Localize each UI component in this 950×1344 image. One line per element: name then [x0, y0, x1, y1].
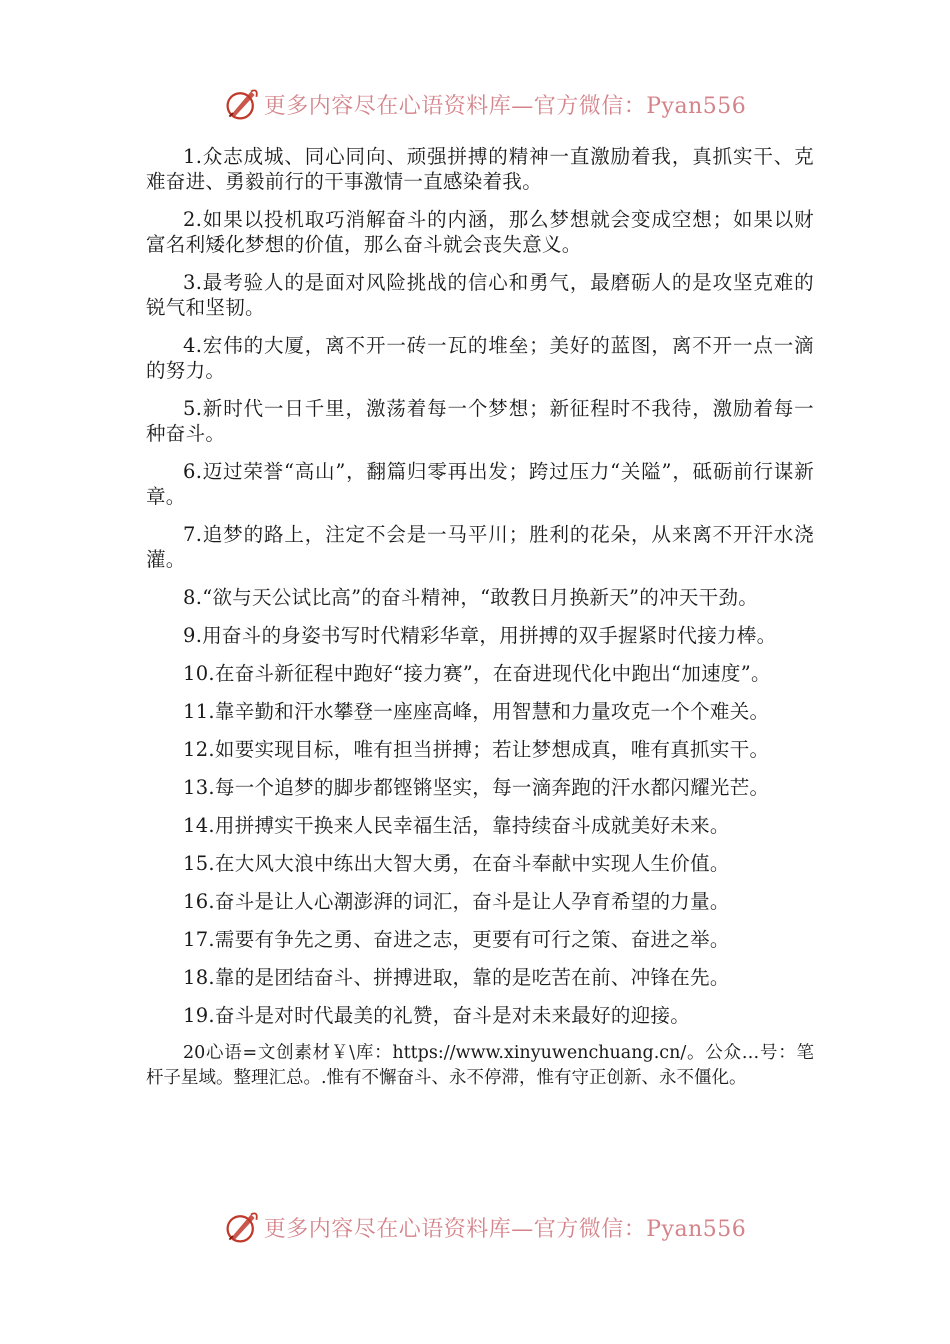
paragraph-2: 2.如果以投机取巧消解奋斗的内涵，那么梦想就会变成空想；如果以财富名利矮化梦想的价值，那么奋斗就会丧失意义。 [146, 208, 814, 256]
quill-logo-icon [224, 86, 260, 122]
paragraph-18: 18.靠的是团结奋斗、拼搏进取，靠的是吃苦在前、冲锋在先。 [183, 966, 730, 989]
paragraph-15: 15.在大风大浪中练出大智大勇，在奋斗奉献中实现人生价值。 [183, 852, 730, 875]
document-body [146, 144, 814, 1104]
quill-logo-icon [224, 1209, 260, 1245]
paragraph-19: 19.奋斗是对时代最美的礼赞，奋斗是对未来最好的迎接。 [183, 1004, 691, 1027]
paragraph-4: 4.宏伟的大厦，离不开一砖一瓦的堆垒；美好的蓝图，离不开一点一滴的努力。 [146, 334, 814, 382]
paragraph-20: 20心语=文创素材￥\库：https://www.xinyuwenchuang.cn/。公众…号：笔杆子星域。整理汇总。.惟有不懈奋斗、永不停滞，惟有守正创新、永不僵化。 [146, 1043, 814, 1088]
paragraph-17: 17.需要有争先之勇、奋进之志，更要有可行之策、奋进之举。 [183, 928, 730, 951]
paragraph-14: 14.用拼搏实干换来人民幸福生活，靠持续奋斗成就美好未来。 [183, 814, 730, 837]
paragraph-5: 5.新时代一日千里，激荡着每一个梦想；新征程时不我待，激励着每一种奋斗。 [146, 397, 814, 445]
paragraph-7: 7.追梦的路上，注定不会是一马平川；胜利的花朵，从来离不开汗水浇灌。 [146, 523, 814, 571]
paragraph-13: 13.每一个追梦的脚步都铿锵坚实，每一滴奔跑的汗水都闪耀光芒。 [183, 776, 770, 799]
paragraph-9: 9.用奋斗的身姿书写时代精彩华章，用拼搏的双手握紧时代接力棒。 [183, 624, 777, 647]
footer-banner [0, 1205, 950, 1249]
header-banner [0, 82, 950, 126]
paragraph-16: 16.奋斗是让人心潮澎湃的词汇，奋斗是让人孕育希望的力量。 [183, 890, 730, 913]
paragraph-8: 8.“欲与天公试比高”的奋斗精神，“敢教日月换新天”的冲天干劲。 [183, 586, 759, 609]
footer-banner-text: 更多内容尽在心语资料库—官方微信：Pyan556 [263, 1216, 747, 1242]
paragraph-12: 12.如要实现目标，唯有担当拼搏；若让梦想成真，唯有真抓实干。 [183, 738, 770, 761]
header-banner-text: 更多内容尽在心语资料库—官方微信：Pyan556 [263, 93, 747, 119]
paragraph-6: 6.迈过荣誉“高山”，翻篇归零再出发；跨过压力“关隘”，砥砺前行谋新章。 [146, 460, 814, 508]
paragraph-3: 3.最考验人的是面对风险挑战的信心和勇气，最磨砺人的是攻坚克难的锐气和坚韧。 [146, 271, 814, 319]
paragraph-11: 11.靠辛勤和汗水攀登一座座高峰，用智慧和力量攻克一个个难关。 [183, 700, 770, 723]
paragraph-10: 10.在奋斗新征程中跑好“接力赛”，在奋进现代化中跑出“加速度”。 [183, 662, 771, 685]
paragraph-1: 1.众志成城、同心同向、顽强拼搏的精神一直激励着我，真抓实干、克难奋进、勇毅前行的干事激情一直感染着我。 [146, 145, 814, 193]
